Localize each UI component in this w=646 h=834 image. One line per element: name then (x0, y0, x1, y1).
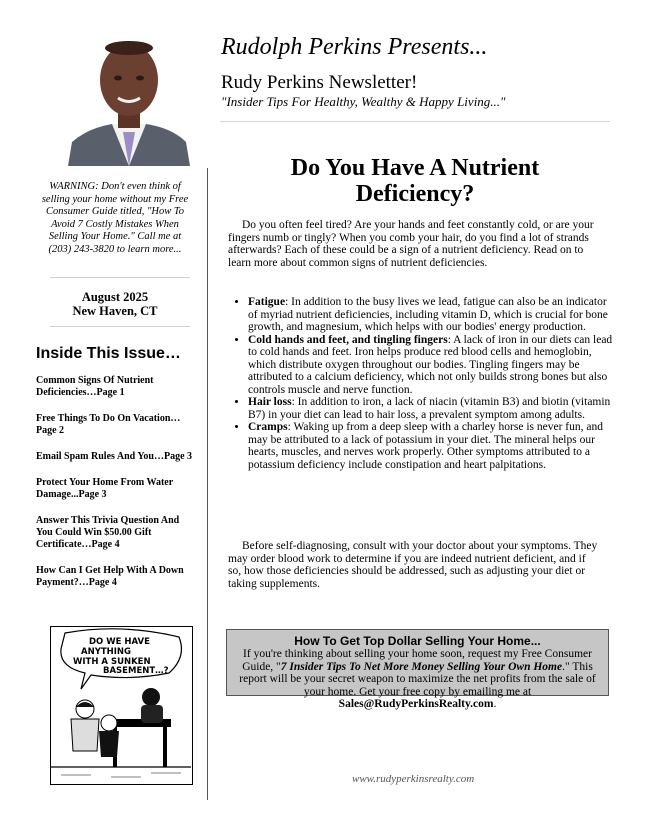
toc-item[interactable]: Protect Your Home From Water Damage...Page 3 (36, 477, 174, 500)
table-of-contents (36, 375, 196, 603)
inside-issue-heading: Inside This Issue… (36, 345, 181, 362)
sidebar-divider (50, 326, 190, 327)
promo-body: If you're thinking about selling your home soon, request my Free Consumer Guide, "7 Insider Tips To Net More Money Selling Your Own Home." This report will be your secret weapon to maximize the net profits from the sale of your home. Get your free copy by emailing me at Sales@RudyPerkinsRealty.com. (239, 648, 596, 710)
newsletter-tagline: "Insider Tips For Healthy, Wealthy & Happy Living..." (221, 94, 506, 109)
bullet-term: Fatigue (248, 296, 286, 308)
toc-item[interactable]: How Can I Get Help With A Down Payment?…Page 4 (36, 565, 184, 588)
newsletter-title: Rudy Perkins Newsletter! (221, 72, 418, 93)
website-url[interactable]: www.rudyperkinsrealty.com (352, 773, 475, 785)
promo-box (226, 629, 609, 710)
list-item: • Fatigue: In addition to the busy lives we lead, fatigue can also be an indicator of myriad nutrient deficiencies, including vitamin D, which is crucial for bone growth, and magnesium, which helps with our bodies' energy production. (248, 296, 616, 334)
bullet-term: Cold hands and feet, and tingling fingers (248, 333, 448, 346)
sidebar-divider (50, 277, 190, 278)
list-item: • Cramps: Waking up from a deep sleep with a charley horse is never fun, and may be attributed to a lack of potassium in your diet. The mineral helps our hearts, muscles, and nerves work properly. Other symptoms attributed to a potassium deficiency include constipation and heart palpitations. (248, 421, 616, 471)
warning-text: WARNING: Don't even think of selling your home without my Free Consumer Guide titled, "How To Avoid 7 Costly Mistakes When Selling Your Home." Call me at (203) 243-3820 to learn more... (41, 181, 189, 255)
author-photo (68, 34, 190, 166)
list-item: • Cold hands and feet, and tingling fingers: A lack of iron in our diets can lead to cold hands and feet. Iron helps produce red blood cells and hemoglobin, which distribute oxygen throughout our bodies. Tingling fingers may be attributed to a calcium deficiency, which not only builds strong bones but also controls muscle and nerve function. (248, 334, 616, 397)
bullet-term: Cramps (248, 421, 288, 433)
svg-text:DO WE HAVE: DO WE HAVE (89, 637, 150, 647)
bullet-text: In addition to the busy lives we lead, fatigue can also be an indicator of myriad nutrient deficiencies, including vitamin D, which is crucial for bone growth, and magnesium, which helps with our bodies' energy production. (248, 296, 608, 333)
toc-item[interactable]: Answer This Trivia Question And You Could Win $50.00 Gift Certificate…Page 4 (36, 515, 180, 550)
bullet-text: A lack of iron in our diets can lead to cold hands and feet. Iron helps produce red blood cells and hemoglobin, which distribute oxygen throughout our bodies. Tingling fingers may be attributed to a calcium deficiency, which not only builds strong bones but also controls muscle and nerve function. (248, 333, 613, 396)
cartoon-illustration (50, 626, 193, 785)
bullet-term: Hair loss (248, 396, 292, 408)
svg-text:ANYTHING: ANYTHING (81, 647, 132, 657)
issue-date: August 2025 (81, 290, 149, 304)
list-item: • Hair loss: In addition to iron, a lack of niacin (vitamin B3) and biotin (vitamin B7) in your diet can lead to hair loss, a prevalent symptom among adults. (248, 396, 616, 421)
column-divider (207, 168, 208, 800)
toc-item[interactable]: Email Spam Rules And You…Page 3 (36, 451, 193, 462)
article-intro: Do you often feel tired? Are your hands and feet constantly cold, or are your fingers numb or tingly? When you comb your hair, do you find a lot of strands afterwards? Each of these could be a sign of a nutrient deficiency. Read on to learn more about common signs of nutrient deficiencies. (228, 219, 594, 269)
toc-item[interactable]: Common Signs Of Nutrient Deficiencies…Page 1 (36, 375, 154, 398)
article-title: Do You Have A Nutrient Deficiency? (290, 155, 540, 207)
bullet-text: In addition to iron, a lack of niacin (vitamin B3) and biotin (vitamin B7) in your diet can lead to hair loss, a prevalent symptom among adults. (248, 396, 611, 421)
newsletter-presenter: Rudolph Perkins Presents... (221, 34, 488, 60)
bullet-text: Waking up from a deep sleep with a charley horse is never fun, and may be attributed to a lack of potassium in your diet. The mineral helps our hearts, muscles, and nerves work properly. Other symptoms attributed to a potassium deficiency include constipation and heart palpitations. (248, 421, 603, 471)
promo-title: How To Get Top Dollar Selling Your Home... (294, 634, 541, 648)
issue-location: New Haven, CT (72, 304, 158, 318)
issue-date-block (36, 290, 194, 318)
svg-text:BASEMENT…?: BASEMENT…? (103, 666, 169, 676)
deficiency-list (232, 296, 616, 471)
toc-item[interactable]: Free Things To Do On Vacation…Page 2 (36, 413, 181, 436)
article-closing: Before self-diagnosing, consult with your doctor about your symptoms. They may order blood work to determine if you are indeed nutrient deficient, and if so, how those deficiencies should be addressed, such as adjusting your diet or taking supplements. (228, 540, 598, 590)
guide-title: 7 Insider Tips To Net More Money Selling Your Own Home (280, 660, 563, 673)
promo-email-link[interactable]: Sales@RudyPerkinsRealty.com (338, 698, 494, 710)
header-divider (220, 121, 610, 122)
svg-text:WITH A SUNKEN: WITH A SUNKEN (73, 657, 151, 667)
